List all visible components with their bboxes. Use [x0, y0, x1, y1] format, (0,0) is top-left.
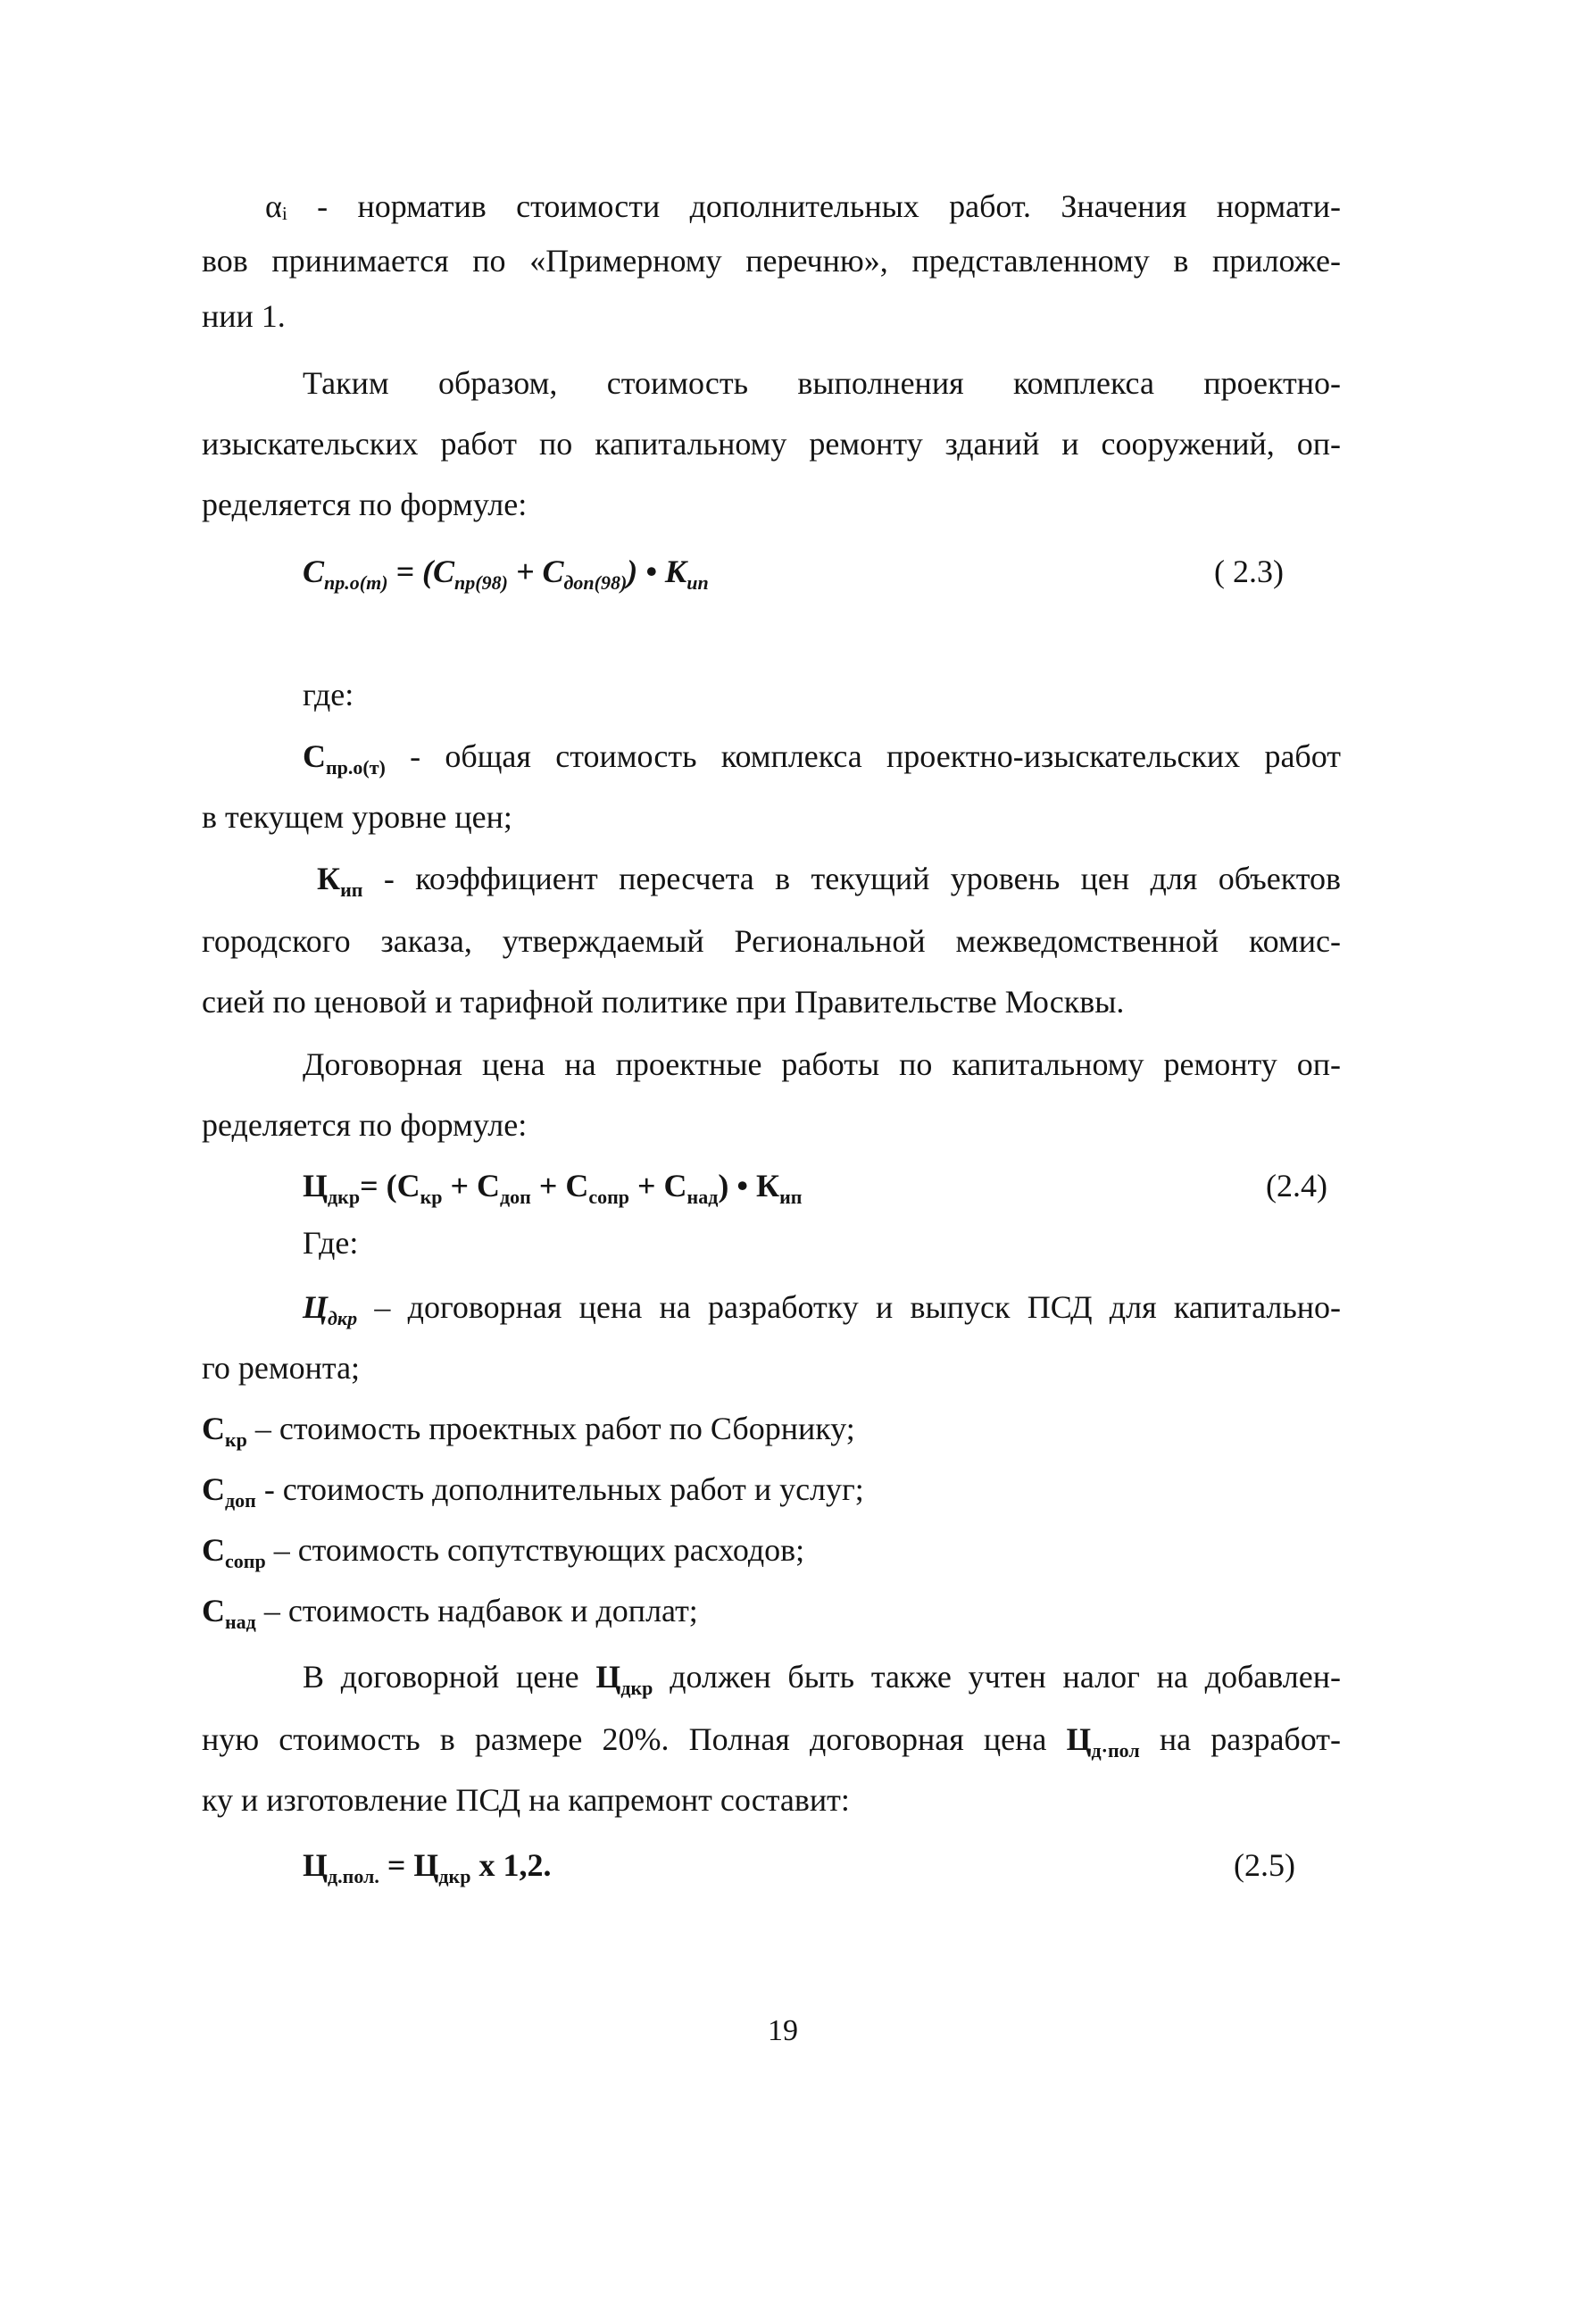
def-kip-line-1: $К_{ип}$ - коэффициент пересчета в текущий уровень цен для объектов: [317, 861, 1341, 901]
alpha-line-1: αᵢ - норматив стоимости дополнительных работ. Значения нормати-: [265, 188, 1341, 224]
symbol-cdpol-inline: $Ц_{д\cdot пол}$: [1066, 1721, 1140, 1762]
symbol-csopr: $С_{сопр}$: [202, 1532, 266, 1572]
def-cdkr-line-2: го ремонта;: [202, 1350, 361, 1386]
def-cpro-line-1: $С_{пр.о(т)}$ - общая стоимость комплекса проектно-изыскательских работ: [303, 738, 1341, 779]
formula-2-5-number: (2.5): [1234, 1847, 1295, 1883]
where-label-1: где:: [303, 677, 354, 712]
symbol-cdkr: $Ц_{дкр}$: [303, 1289, 358, 1329]
def-kip-line-2: городского заказа, утверждаемый Региональной межведомственной комис-: [202, 923, 1341, 959]
symbol-cdkr-inline: $Ц_{дкр}$: [595, 1659, 653, 1699]
formula-2-3-number: ( 2.3): [1214, 554, 1284, 589]
vat-line-2: ную стоимость в размере 20%. Полная договорная цена $Ц_{д\cdot пол}$ на разработ-: [202, 1721, 1341, 1762]
thus-line-2: изыскательских работ по капитальному ремонту зданий и сооружений, оп-: [202, 426, 1341, 462]
vat-line-1: В договорной цене $Ц_{дкр}$ должен быть также учтен налог на добавлен-: [303, 1659, 1341, 1699]
def-cdkr-line-1: $Ц_{дкр}$ – договорная цена на разработку и выпуск ПСД для капитально-: [303, 1289, 1341, 1329]
symbol-cnad: $С_{над}$: [202, 1593, 256, 1633]
formula-2-5: $Ц_{д.пол.} = Ц_{дкр}$ х 1,2.: [303, 1847, 552, 1887]
formula-2-4: $Ц_{дкр}= (С_{кр} + С_{доп} + С_{сопр} + С_{над})$ • $К_{ип}$: [303, 1168, 803, 1208]
alpha-line-3: нии 1.: [202, 298, 286, 334]
contract-line-1: Договорная цена на проектные работы по капитальному ремонту оп-: [303, 1046, 1341, 1082]
symbol-cdop: $С_{доп}$: [202, 1471, 256, 1512]
symbol-cpro: $С_{пр.о(т)}$: [303, 738, 386, 779]
thus-line-1: Таким образом, стоимость выполнения комплекса проектно-: [303, 365, 1341, 401]
symbol-kip: $К_{ип}$: [317, 861, 363, 901]
def-ckr: $С_{кр}$ – стоимость проектных работ по Сборнику;: [202, 1411, 855, 1451]
contract-line-2: ределяется по формуле:: [202, 1107, 528, 1143]
formula-2-4-number: (2.4): [1266, 1168, 1327, 1204]
thus-line-3: ределяется по формуле:: [202, 487, 528, 522]
def-cnad: $С_{над}$ – стоимость надбавок и доплат;: [202, 1593, 698, 1633]
alpha-symbol: αᵢ: [265, 188, 287, 224]
page-number: 19: [768, 2014, 798, 2047]
symbol-ckr: $С_{кр}$: [202, 1411, 247, 1451]
def-cpro-line-2: в текущем уровне цен;: [202, 799, 512, 835]
paragraph-text: норматив стоимости дополнительных работ. Значения нормати-: [357, 188, 1341, 224]
def-cdop: $С_{доп}$ - стоимость дополнительных работ и услуг;: [202, 1471, 864, 1512]
alpha-line-2: вов принимается по «Примерному перечню», представленному в приложе-: [202, 243, 1341, 279]
where-label-2: Где:: [303, 1225, 359, 1261]
vat-line-3: ку и изготовление ПСД на капремонт составит:: [202, 1782, 850, 1818]
def-csopr: $С_{сопр}$ – стоимость сопутствующих расходов;: [202, 1532, 805, 1572]
def-kip-line-3: сией по ценовой и тарифной политике при Правительстве Москвы.: [202, 984, 1125, 1020]
formula-2-3: $С_{пр.о(т)} = (С_{пр(98)} + С_{доп(98)})$ • $К_{ип}$: [303, 554, 709, 594]
